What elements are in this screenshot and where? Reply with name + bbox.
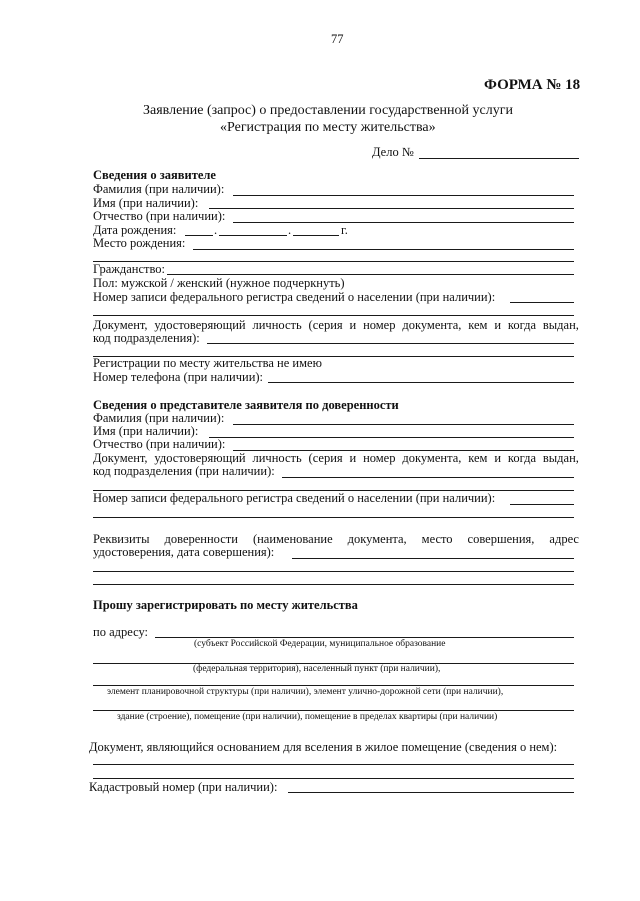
representative-register-record-label: Номер записи федерального регистра сведений о населении (при наличии): xyxy=(93,491,496,505)
applicant-name-label: Имя (при наличии): xyxy=(93,196,199,210)
representative-surname-label: Фамилия (при наличии): xyxy=(93,411,225,425)
applicant-patronymic-field[interactable] xyxy=(233,222,574,223)
address-hint-4: здание (строение), помещение (при наличии), помещение в пределах квартиры (при наличии) xyxy=(117,712,498,722)
page-number: 77 xyxy=(331,32,344,46)
birth-date-month-field[interactable] xyxy=(219,235,287,236)
representative-register-record-field-2[interactable] xyxy=(93,517,574,518)
applicant-name-field[interactable] xyxy=(209,208,574,209)
applicant-birth-date-label: Дата рождения: xyxy=(93,223,177,237)
address-field-4[interactable] xyxy=(93,710,574,711)
applicant-patronymic-label: Отчество (при наличии): xyxy=(93,209,226,223)
form-title-line2: «Регистрация по месту жительства» xyxy=(220,120,436,135)
poa-details-field-3[interactable] xyxy=(93,584,574,585)
address-hint-2: (федеральная территория), населенный пункт (при наличии), xyxy=(193,664,441,674)
representative-name-label: Имя (при наличии): xyxy=(93,424,199,438)
form-label: ФОРМА № 18 xyxy=(484,77,581,93)
form-title-line1: Заявление (запрос) о предоставлении государственной услуги xyxy=(143,103,513,118)
case-number-field[interactable] xyxy=(419,158,579,159)
representative-heading: Сведения о представителе заявителя по доверенности xyxy=(93,398,399,412)
applicant-register-record-field-2[interactable] xyxy=(93,315,574,316)
basis-document-field-1[interactable] xyxy=(93,764,574,765)
basis-document-label: Документ, являющийся основанием для вселения в жилое помещение (сведения о нем): xyxy=(89,740,558,754)
address-hint-3: элемент планировочной структуры (при наличии), элемент улично-дорожной сети (при наличии), xyxy=(107,687,504,697)
birth-date-dot: . xyxy=(214,223,218,237)
representative-patronymic-label: Отчество (при наличии): xyxy=(93,437,226,451)
applicant-id-document-field[interactable] xyxy=(207,343,574,344)
applicant-phone-label: Номер телефона (при наличии): xyxy=(93,370,264,384)
basis-document-field-2[interactable] xyxy=(93,778,574,779)
representative-surname-field[interactable] xyxy=(233,424,574,425)
cadastral-number-field[interactable] xyxy=(288,792,574,793)
birth-date-year-suffix: г. xyxy=(341,223,348,237)
applicant-citizenship-field[interactable] xyxy=(167,274,574,275)
applicant-phone-field[interactable] xyxy=(268,382,574,383)
address-label: по адресу: xyxy=(93,625,149,639)
birth-date-day-field[interactable] xyxy=(185,235,213,236)
cadastral-number-label: Кадастровый номер (при наличии): xyxy=(89,780,278,794)
applicant-birth-place-field[interactable] xyxy=(193,249,574,250)
case-number-label: Дело № xyxy=(372,145,414,159)
birth-date-year-field[interactable] xyxy=(293,235,339,236)
request-heading: Прошу зарегистрировать по месту жительства xyxy=(93,598,358,612)
no-registration-text: Регистрации по месту жительства не имею xyxy=(93,356,322,370)
representative-id-document-label: Документ, удостоверяющий личность (серия и номер документа, кем и когда выдан, xyxy=(93,451,579,465)
applicant-surname-field[interactable] xyxy=(233,195,574,196)
poa-details-label: Реквизиты доверенности (наименование документа, место совершения, адрес xyxy=(93,532,579,546)
applicant-id-document-label-2: код подразделения): xyxy=(93,331,200,345)
address-field-1[interactable] xyxy=(155,637,574,638)
poa-details-field-2[interactable] xyxy=(93,571,574,572)
birth-date-dot: . xyxy=(288,223,292,237)
applicant-sex-text: Пол: мужской / женский (нужное подчеркнуть) xyxy=(93,276,345,290)
applicant-heading: Сведения о заявителе xyxy=(93,168,216,182)
applicant-birth-place-field-2[interactable] xyxy=(93,261,574,262)
applicant-birth-place-label: Место рождения: xyxy=(93,236,186,250)
representative-register-record-field[interactable] xyxy=(510,504,574,505)
applicant-id-document-label: Документ, удостоверяющий личность (серия и номер документа, кем и когда выдан, xyxy=(93,318,579,332)
representative-name-field[interactable] xyxy=(209,437,574,438)
applicant-register-record-label: Номер записи федерального регистра сведений о населении (при наличии): xyxy=(93,290,496,304)
applicant-citizenship-label: Гражданство: xyxy=(93,262,166,276)
applicant-register-record-field[interactable] xyxy=(510,302,574,303)
applicant-surname-label: Фамилия (при наличии): xyxy=(93,182,225,196)
poa-details-label-2: удостоверения, дата совершения): xyxy=(93,545,275,559)
representative-id-document-label-2: код подразделения (при наличии): xyxy=(93,464,275,478)
poa-details-field[interactable] xyxy=(292,558,574,559)
representative-id-document-field[interactable] xyxy=(282,477,574,478)
address-field-3[interactable] xyxy=(93,685,574,686)
address-hint-1: (субъект Российской Федерации, муниципальное образование xyxy=(194,639,446,649)
